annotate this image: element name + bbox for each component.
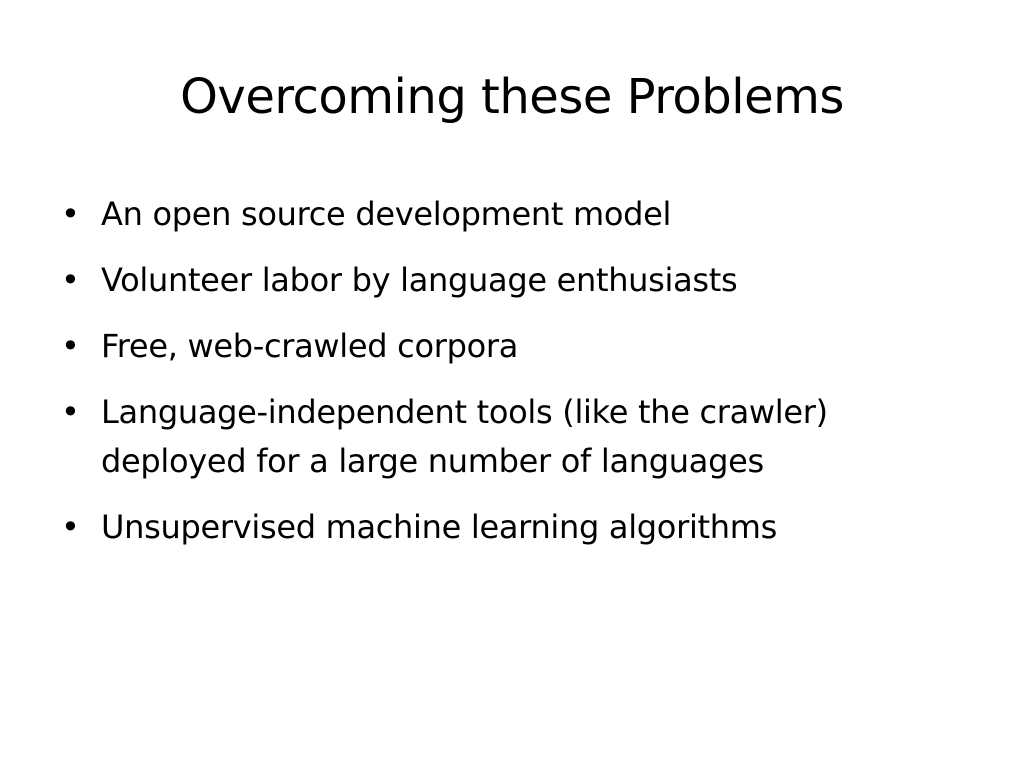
- bullet-text: Unsupervised machine learning algorithms: [101, 508, 778, 546]
- bullet-item: [60, 190, 980, 239]
- slide-title: Overcoming these Problems: [180, 69, 844, 125]
- bullet-item: [60, 322, 980, 371]
- bullet-text: An open source development model: [101, 195, 672, 233]
- bullet-item: [60, 503, 980, 552]
- bullet-item: [60, 388, 980, 486]
- bullet-item: [60, 256, 980, 305]
- bullet-marker: •: [61, 195, 80, 233]
- bullet-text: Free, web-crawled corpora: [101, 327, 519, 365]
- bullet-marker: •: [61, 508, 80, 546]
- bullet-text: Language-independent tools (like the crawler) deployed for a large number of languages: [101, 393, 828, 480]
- bullet-list: [60, 190, 980, 569]
- bullet-marker: •: [61, 327, 80, 365]
- bullet-marker: •: [61, 393, 80, 431]
- bullet-marker: •: [61, 261, 80, 299]
- bullet-text: Volunteer labor by language enthusiasts: [101, 261, 738, 299]
